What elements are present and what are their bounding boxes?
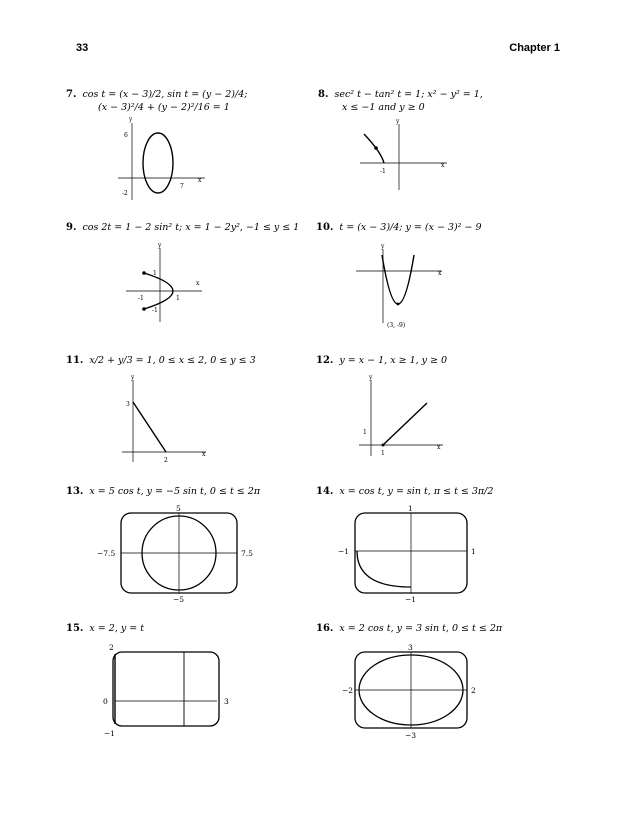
- y-label: y: [381, 243, 385, 250]
- graph-16: [335, 640, 485, 740]
- y-label: y: [158, 242, 162, 249]
- hyperbola-curve: [364, 134, 384, 163]
- line-segment: [133, 402, 166, 452]
- graph-9: [122, 242, 207, 324]
- window-left-label: 0: [103, 697, 108, 706]
- graph-15: [95, 640, 240, 740]
- graph-10: [352, 243, 452, 333]
- y-tick: 3: [126, 401, 130, 408]
- problem-15: [66, 622, 144, 635]
- problem-14: [316, 485, 493, 498]
- x-label: x: [196, 280, 200, 287]
- problem-equation: cos 2t = 1 − 2 sin² t; x = 1 − 2y², −1 ≤ y ≤ 1: [82, 222, 300, 233]
- problem-number: 13.: [66, 486, 84, 497]
- graph-8: [355, 118, 455, 193]
- vertex-label: (3, -9): [387, 322, 406, 329]
- graph-14: [335, 503, 485, 603]
- problem-number: 9.: [66, 222, 77, 233]
- x-tick: 1: [381, 450, 385, 457]
- window-top-label: 5: [176, 504, 181, 513]
- window-left-label: −1: [338, 547, 350, 556]
- problem-7: [66, 88, 247, 114]
- x-label: x: [437, 444, 441, 451]
- vertex-point: [397, 303, 400, 306]
- problem-9: [66, 221, 299, 234]
- problem-10: [316, 221, 482, 234]
- problem-13: [66, 485, 260, 498]
- y-bottom-tick: -2: [122, 190, 128, 197]
- problem-11: [66, 354, 256, 367]
- y-tick: 1: [363, 429, 367, 436]
- problem-equation: (x − 3)²/4 + (y − 2)²/16 = 1: [98, 102, 230, 113]
- problem-number: 14.: [316, 486, 334, 497]
- window-bottom-label: −5: [173, 595, 185, 604]
- y-label: y: [369, 374, 373, 381]
- page-number: 33: [76, 42, 89, 54]
- parabola-curve: [382, 255, 414, 304]
- graph-13: [95, 503, 265, 603]
- problem-equation: t = (x − 3)/4; y = (x − 3)² − 9: [339, 222, 482, 233]
- x-label: x: [198, 177, 202, 184]
- window-bottom-label: −1: [104, 729, 116, 738]
- problem-8: [318, 88, 483, 114]
- chapter-title: Chapter 1: [509, 42, 560, 54]
- problem-equation: x/2 + y/3 = 1, 0 ≤ x ≤ 2, 0 ≤ y ≤ 3: [89, 355, 256, 366]
- endpoint-top: [142, 271, 146, 275]
- window-right-label: 2: [471, 686, 476, 695]
- window-left-label: −7.5: [97, 549, 116, 558]
- problem-equation: x = 2 cos t, y = 3 sin t, 0 ≤ t ≤ 2π: [339, 623, 503, 634]
- ray-line: [383, 403, 427, 445]
- y-pos-tick: 1: [153, 270, 157, 277]
- ray-start-point: [382, 444, 385, 447]
- x-left-tick: -1: [380, 168, 386, 175]
- window-right-label: 1: [471, 547, 476, 556]
- problem-number: 12.: [316, 355, 334, 366]
- problem-equation: x = cos t, y = sin t, π ≤ t ≤ 3π/2: [339, 486, 494, 497]
- graph-7: [110, 115, 210, 205]
- x-label: x: [438, 270, 442, 277]
- problem-number: 10.: [316, 222, 334, 233]
- problem-number: 7.: [66, 89, 77, 100]
- problem-equation: x = 5 cos t, y = −5 sin t, 0 ≤ t ≤ 2π: [89, 486, 261, 497]
- window-left-label: −2: [342, 686, 354, 695]
- x-label: x: [441, 162, 445, 169]
- endpoint-bottom: [142, 307, 146, 311]
- graph-12: [355, 374, 450, 464]
- problem-equation: cos t = (x − 3)/2, sin t = (y − 2)/4;: [82, 89, 248, 100]
- curve-point: [374, 146, 378, 150]
- window-bottom-label: −1: [405, 595, 417, 604]
- problem-16: [316, 622, 502, 635]
- problem-12: [316, 354, 447, 367]
- x-right-tick: 7: [180, 183, 184, 190]
- x-label: x: [202, 451, 206, 458]
- problem-equation: sec² t − tan² t = 1; x² − y² = 1,: [334, 89, 483, 100]
- problem-equation: x ≤ −1 and y ≥ 0: [342, 102, 425, 113]
- problem-equation: y = x − 1, x ≥ 1, y ≥ 0: [339, 355, 448, 366]
- problem-equation: x = 2, y = t: [89, 623, 145, 634]
- x-pos-tick: 1: [176, 295, 180, 302]
- x-tick: 2: [164, 457, 168, 464]
- x-neg-tick: -1: [138, 295, 144, 302]
- window-right-label: 7.5: [241, 549, 253, 558]
- y-top-tick: 6: [124, 132, 128, 139]
- window-right-label: 3: [224, 697, 229, 706]
- problem-number: 15.: [66, 623, 84, 634]
- y-neg-tick: -1: [152, 307, 158, 314]
- problem-number: 11.: [66, 355, 84, 366]
- arc-curve: [357, 551, 411, 587]
- graph-11: [118, 374, 213, 466]
- problem-number: 16.: [316, 623, 334, 634]
- ellipse-curve: [143, 133, 173, 193]
- y-label: y: [396, 118, 400, 125]
- viewing-window: [113, 652, 219, 726]
- y-label: y: [129, 116, 133, 123]
- window-top-label: 2: [109, 643, 114, 652]
- y-label: y: [131, 374, 135, 381]
- problem-number: 8.: [318, 89, 329, 100]
- window-top-label: 3: [408, 643, 413, 652]
- window-top-label: 1: [408, 504, 413, 513]
- window-bottom-label: −3: [405, 731, 417, 740]
